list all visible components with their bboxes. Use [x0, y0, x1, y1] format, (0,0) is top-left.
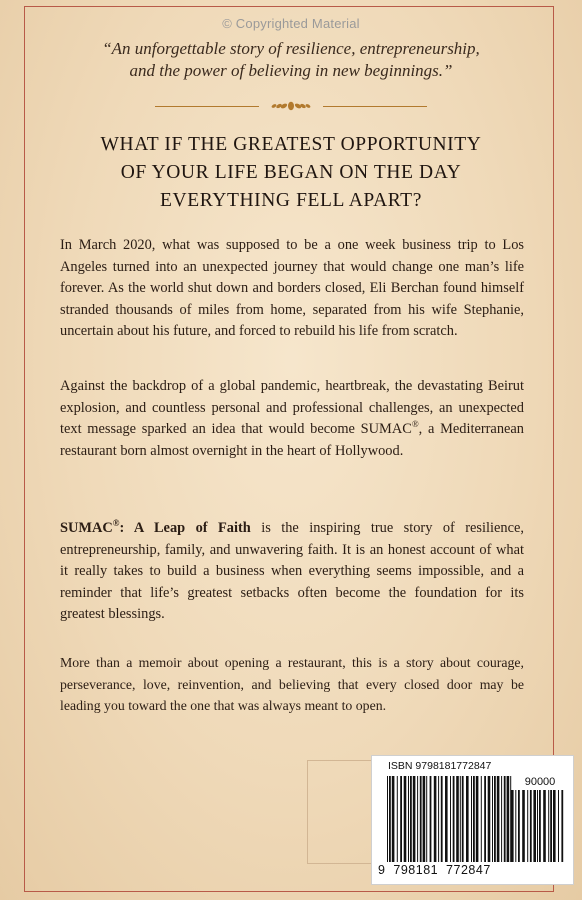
barcode-bar — [460, 776, 461, 862]
book-title-subtitle: : A Leap of Faith — [119, 520, 251, 536]
barcode-bar — [518, 790, 520, 862]
divider-line-right — [323, 106, 427, 107]
isbn-barcode — [371, 755, 574, 885]
headline-line-2: OF YOUR LIFE BEGAN ON THE DAY — [120, 162, 462, 183]
barcode-bar — [492, 776, 493, 862]
barcode-bar — [507, 776, 510, 862]
divider-line-left — [155, 106, 259, 107]
barcode-bar — [548, 790, 549, 862]
barcode-bar — [392, 776, 395, 862]
barcode-bar — [488, 776, 491, 862]
barcode-bar — [533, 790, 536, 862]
barcode-bar — [522, 790, 525, 862]
barcode-bar — [484, 776, 486, 862]
headline-line-3: EVERYTHING FELL APART? — [160, 190, 422, 211]
barcode-bar — [417, 776, 418, 862]
barcode-bar — [426, 776, 427, 862]
registered-mark: ® — [411, 419, 419, 430]
barcode-bar — [456, 776, 459, 862]
barcode-bar — [387, 776, 388, 862]
registered-mark: ® — [112, 518, 120, 529]
barcode-bar — [515, 790, 516, 862]
barcode-bar — [434, 776, 437, 862]
book-title-sumac: SUMAC — [60, 520, 113, 536]
body-paragraph-3 — [60, 518, 524, 626]
barcode-bar — [504, 776, 506, 862]
barcode-bar — [476, 776, 479, 862]
barcode-bar — [511, 790, 514, 862]
body-paragraph-2 — [60, 376, 524, 462]
barcode-bar — [400, 776, 402, 862]
barcode-bar — [530, 790, 532, 862]
ornamental-divider — [155, 99, 427, 113]
p3-text: is the inspiring true story of resilience, entrepreneurship, family, and unwavering faith. It is an honest account of what it really takes to build a business when everything seems impossible, and a reminder that life’s greatest setbacks often become the foundation for its greatest blessings. — [60, 520, 524, 623]
barcode-bar — [408, 776, 409, 862]
headline-line-1: WHAT IF THE GREATEST OPPORTUNITY — [100, 134, 482, 155]
body-paragraph-1: In March 2020, what was supposed to be a one week business trip to Los Angeles turned into an unexpected journey that would change one man’s life forever. As the world shut down and borders closed, Eli Berchan found himself stranded thousands of miles from home, separated from his wife Stephanie, uncertain about his future, and forced to rebuild his life from scratch. — [60, 237, 524, 340]
barcode-bar — [553, 790, 556, 862]
barcode-bar — [413, 776, 416, 862]
barcode-bar — [501, 776, 502, 862]
pull-quote — [0, 38, 582, 82]
quote-line-1: “An unforgettable story of resilience, entrepreneurship, — [102, 39, 480, 58]
barcode-bar — [539, 790, 541, 862]
barcode-bar — [527, 790, 528, 862]
p2-text-b: , a Mediterranean restaurant born almost overnight in the heart of Hollywood. — [60, 421, 524, 459]
p2-text-a: Against the backdrop of a global pandemic, heartbreak, the devastating Beirut explosion, and countless personal and professional challenges, an unexpected text message sparked an idea that would become SUMAC — [60, 378, 524, 438]
barcode-bar — [445, 776, 448, 862]
barcode-bar — [410, 776, 412, 862]
barcode-bar — [450, 776, 451, 862]
isbn-label: ISBN 9798181772847 — [388, 760, 492, 772]
barcode-bar — [497, 776, 500, 862]
barcode-bar — [481, 776, 482, 862]
barcode-bar — [561, 790, 563, 862]
barcode-bar — [494, 776, 496, 862]
barcode-bar — [462, 776, 464, 862]
wheat-laurel-icon — [271, 99, 311, 113]
barcode-digits: 9 798181 772847 — [378, 863, 491, 877]
barcode-bar — [466, 776, 469, 862]
barcode-bar — [473, 776, 475, 862]
barcode-bar — [430, 776, 432, 862]
addon-barcode-bars — [510, 790, 564, 876]
barcode-bar — [543, 790, 546, 862]
barcode-bar — [558, 790, 559, 862]
body-paragraph-4: More than a memoir about opening a restaurant, this is a story about courage, perseverance, love, reinvention, and believing that every closed door may be leading you toward the one that was always meant to open. — [60, 655, 524, 714]
barcode-bar — [404, 776, 407, 862]
barcode-bar — [420, 776, 422, 862]
headline — [0, 131, 582, 215]
price-addon-code: 90000 — [524, 776, 556, 788]
barcode-bars — [386, 776, 514, 862]
barcode-bar — [423, 776, 426, 862]
barcode-bar — [453, 776, 455, 862]
barcode-bar — [397, 776, 398, 862]
barcode-bar — [389, 776, 391, 862]
barcode-bar — [550, 790, 552, 862]
barcode-bar — [441, 776, 443, 862]
watermark-top: © Copyrighted Material — [222, 16, 360, 31]
barcode-bar — [438, 776, 439, 862]
barcode-bar — [471, 776, 472, 862]
quote-line-2: and the power of believing in new beginnings.” — [129, 61, 453, 80]
barcode-bar — [537, 790, 538, 862]
